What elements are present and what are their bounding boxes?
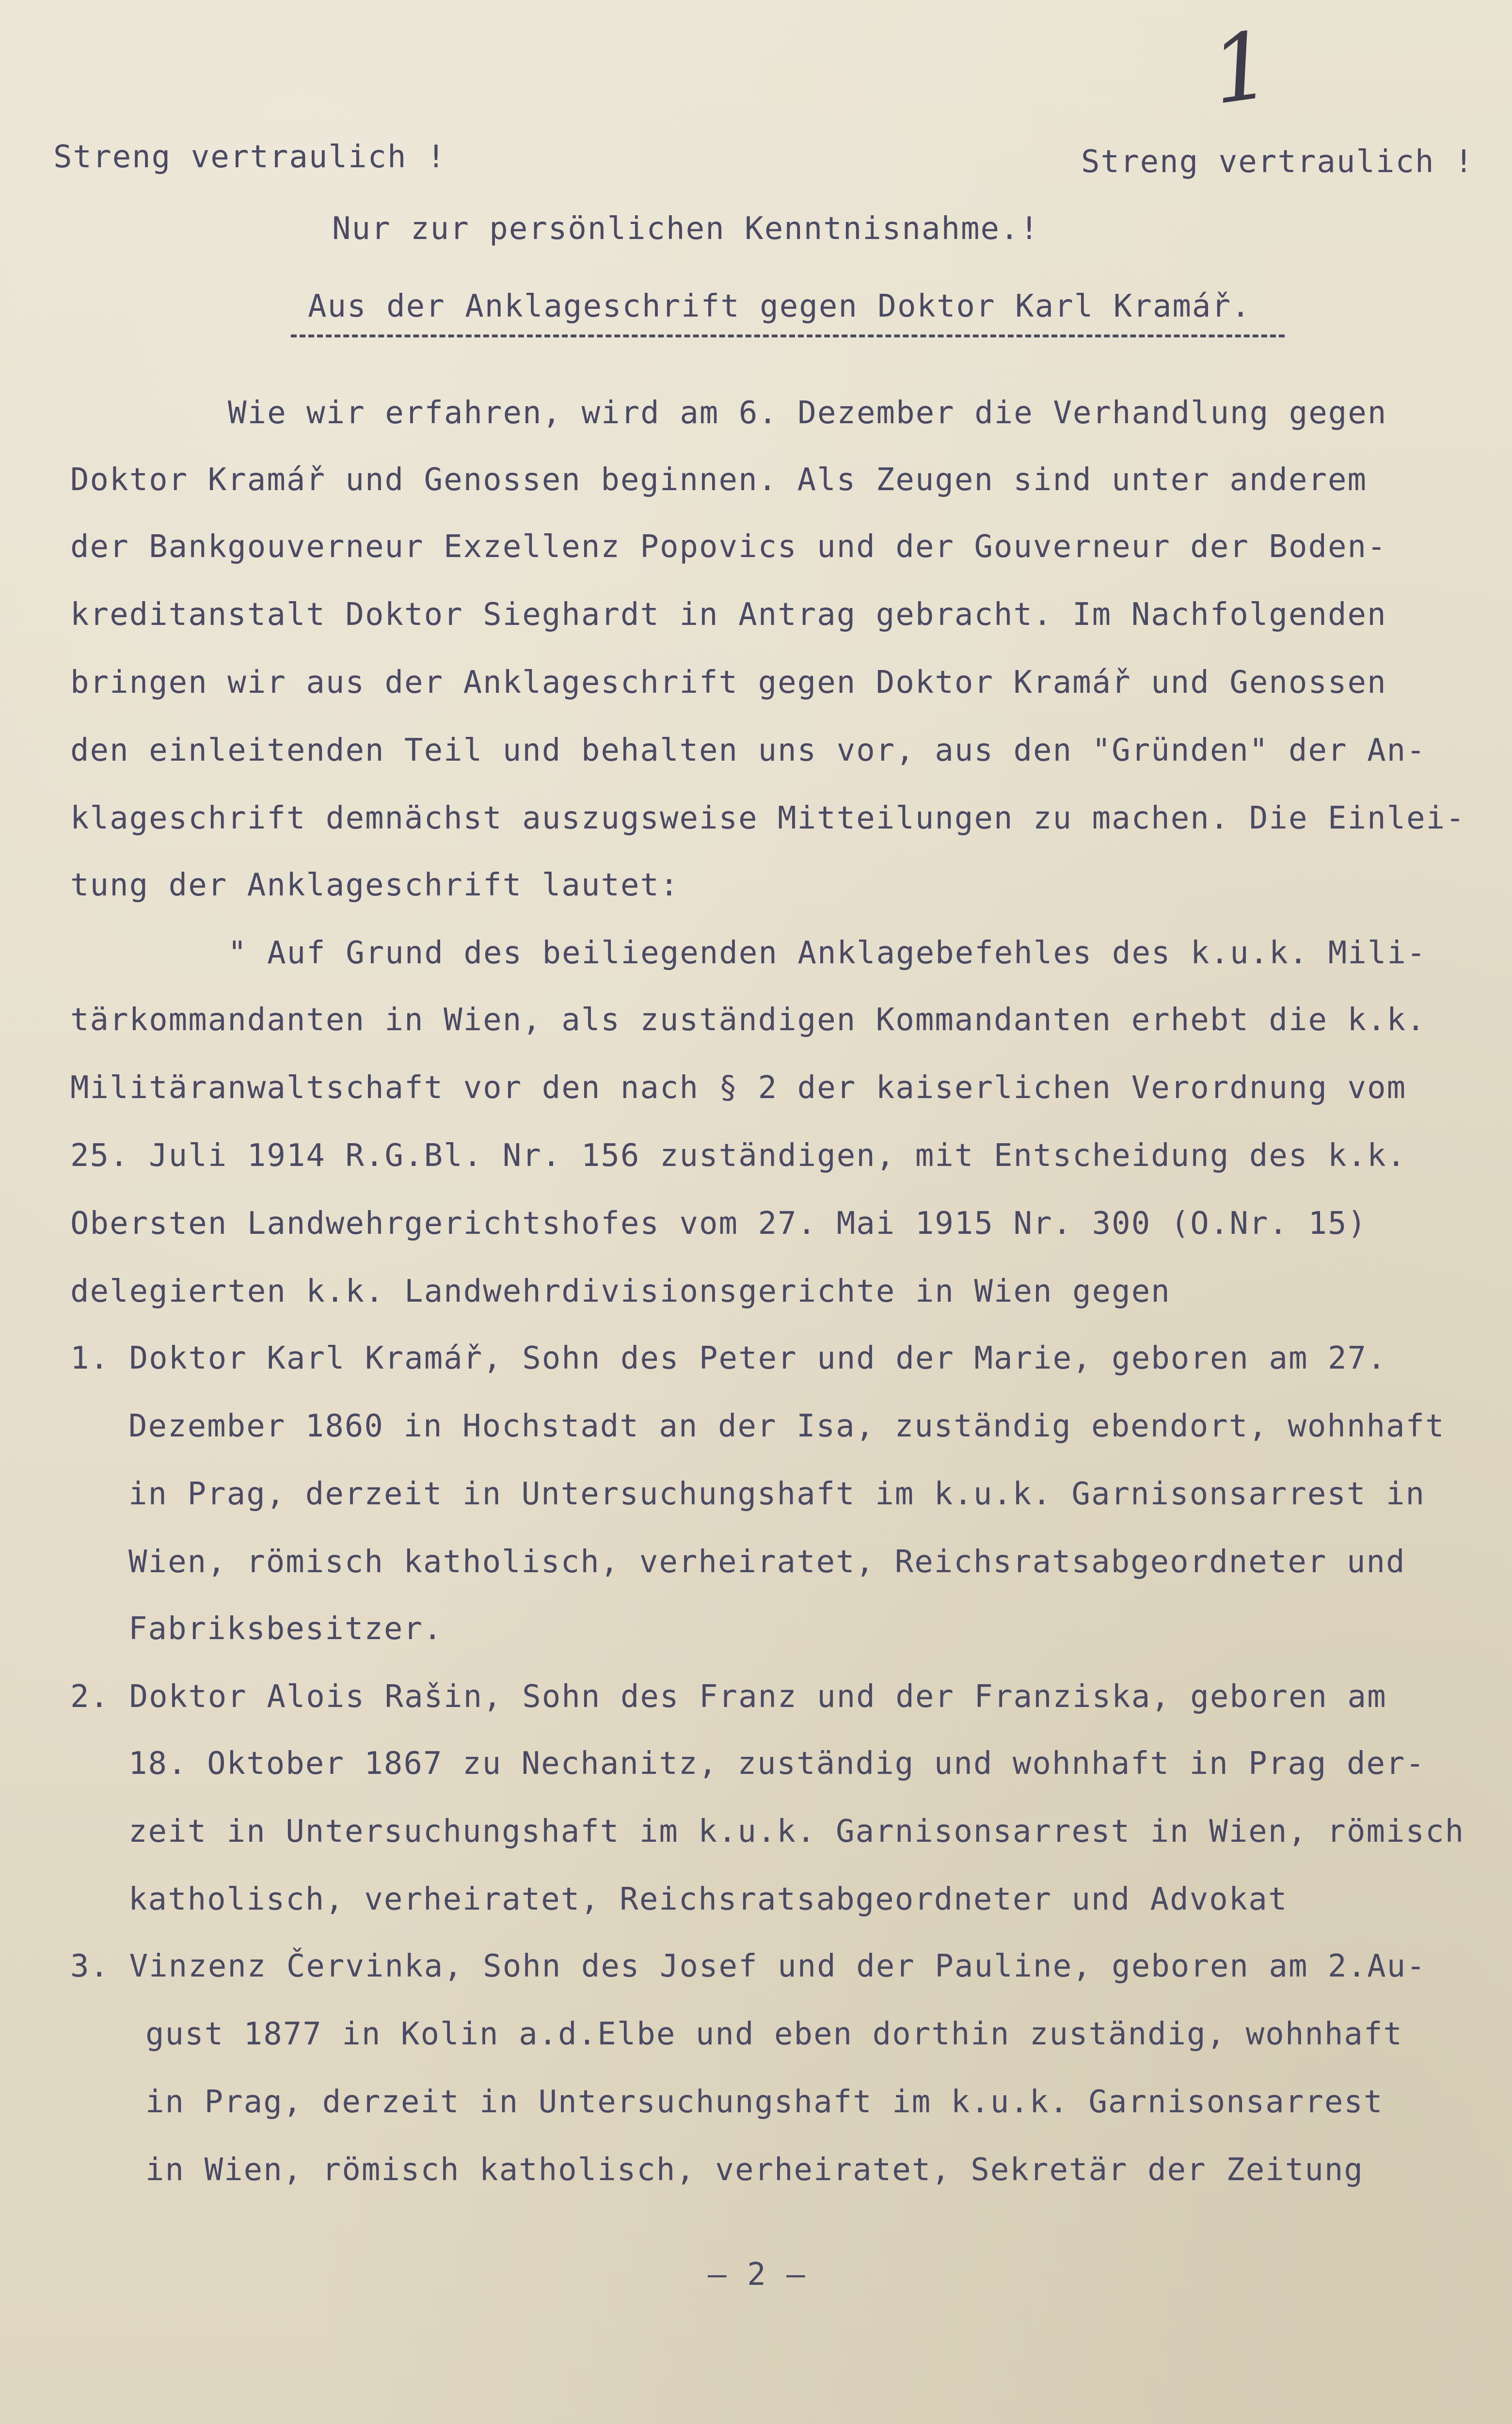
header-left: Streng vertraulich ! xyxy=(53,139,446,175)
text-line: 18. Oktober 1867 zu Nechanitz, zuständig und wohnhaft in Prag der- xyxy=(128,1746,1426,1782)
title-underline xyxy=(291,335,1285,337)
defendant-3-line: 3. Vinzenz Červinka, Sohn des Josef und der Pauline, geboren am 2.Au- xyxy=(70,1948,1426,1984)
text-line: tung der Anklageschrift lautet: xyxy=(70,867,680,903)
folio-number: 1 xyxy=(1205,11,1278,126)
defendant-1-line: 1. Doktor Karl Kramář, Sohn des Peter und der Marie, geboren am 27. xyxy=(70,1340,1387,1376)
text-line: katholisch, verheiratet, Reichsratsabgeordneter und Advokat xyxy=(128,1882,1288,1917)
text-line: klageschrift demnächst auszugsweise Mitteilungen zu machen. Die Einlei- xyxy=(70,800,1465,836)
header-right: Streng vertraulich ! xyxy=(1081,144,1474,180)
text-line: Militäranwaltschaft vor den nach § 2 der kaiserlichen Verordnung vom xyxy=(70,1070,1407,1106)
text-line: kreditanstalt Doktor Sieghardt in Antrag gebracht. Im Nachfolgenden xyxy=(70,597,1387,633)
text-line: Wien, römisch katholisch, verheiratet, Reichsratsabgeordneter und xyxy=(128,1544,1406,1580)
text-line: Wie wir erfahren, wird am 6. Dezember die Verhandlung gegen xyxy=(228,395,1387,431)
text-line: bringen wir aus der Anklageschrift gegen Doktor Kramář und Genossen xyxy=(70,665,1387,701)
confidential-note: Nur zur persönlichen Kenntnisnahme.! xyxy=(332,211,1040,247)
text-line: der Bankgouverneur Exzellenz Popovics und der Gouverneur der Boden- xyxy=(70,529,1387,565)
text-line: Fabriksbesitzer. xyxy=(128,1611,443,1647)
text-line: gust 1877 in Kolin a.d.Elbe und eben dorthin zuständig, wohnhaft xyxy=(145,2016,1403,2052)
text-line: in Prag, derzeit in Untersuchungshaft im k.u.k. Garnisonsarrest in xyxy=(128,1476,1426,1512)
text-line: delegierten k.k. Landwehrdivisionsgerichte in Wien gegen xyxy=(70,1274,1171,1309)
text-line: 25. Juli 1914 R.G.Bl. Nr. 156 zuständigen, mit Entscheidung des k.k. xyxy=(70,1138,1407,1174)
document-title: Aus der Anklageschrift gegen Doktor Karl Kramář. xyxy=(308,288,1251,324)
text-line: in Wien, römisch katholisch, verheiratet, Sekretär der Zeitung xyxy=(145,2152,1364,2188)
text-line: tärkommandanten in Wien, als zuständigen Kommandanten erhebt die k.k. xyxy=(70,1002,1426,1038)
page-number: – 2 – xyxy=(708,2257,806,2293)
text-line: Doktor Kramář und Genossen beginnen. Als Zeugen sind unter anderem xyxy=(70,462,1368,498)
text-line: Obersten Landwehrgerichtshofes vom 27. Mai 1915 Nr. 300 (O.Nr. 15) xyxy=(70,1206,1368,1242)
text-line: den einleitenden Teil und behalten uns vor, aus den "Gründen" der An- xyxy=(70,733,1426,768)
text-line: Dezember 1860 in Hochstadt an der Isa, zuständig ebendort, wohnhaft xyxy=(128,1408,1445,1444)
defendant-2-line: 2. Doktor Alois Rašin, Sohn des Franz und der Franziska, geboren am xyxy=(70,1679,1387,1715)
text-line: in Prag, derzeit in Untersuchungshaft im k.u.k. Garnisonsarrest xyxy=(145,2084,1384,2120)
text-line: " Auf Grund des beiliegenden Anklagebefehles des k.u.k. Mili- xyxy=(228,935,1427,971)
text-line: zeit in Untersuchungshaft im k.u.k. Garnisonsarrest in Wien, römisch xyxy=(128,1814,1465,1850)
